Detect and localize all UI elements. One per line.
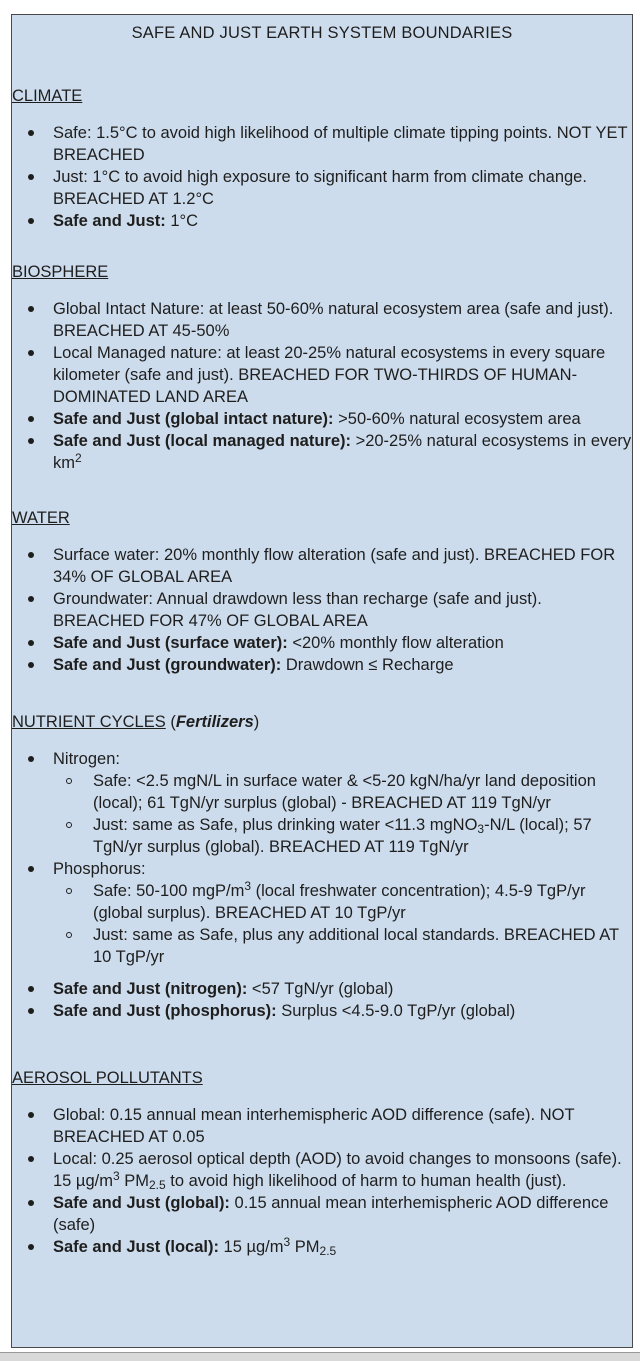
phosphorus-sublist [53,880,632,968]
sj-label: Safe and Just (surface water): [53,634,288,652]
climate-heading [12,86,632,106]
list-item: Global Intact Nature: at least 50-60% natural ecosystem area (safe and just). BREACHED AT 45-50% [12,298,632,342]
boundaries-panel [11,14,633,1348]
list-item: Local Managed nature: at least 20-25% natural ecosystems in every square kilometer (safe and just). BREACHED FOR TWO-THIRDS OF HUMAN-DOMINATED LAND AREA [12,342,632,408]
list-item: Safe and Just (phosphorus): Surplus <4.5-9.0 TgP/yr (global) [12,1000,632,1022]
aerosol-heading-text: AEROSOL POLLUTANTS [12,1069,203,1087]
sj-label: Safe and Just (local managed nature): [53,432,351,450]
nutrients-heading-text: NUTRIENT CYCLES [12,713,166,731]
list-item: Global: 0.15 annual mean interhemispheric AOD difference (safe). NOT BREACHED AT 0.05 [12,1104,632,1148]
biosphere-heading [12,262,632,282]
sj-label: Safe and Just (global intact nature): [53,410,334,428]
list-item: Local: 0.25 aerosol optical depth (AOD) to avoid changes to monsoons (safe). 15 $\mu g/m^3$ $PM_{2.5}$ to avoid high likelihood of harm to human health (just). [12,1148,632,1192]
climate-list [12,122,632,232]
list-item: Groundwater: Annual drawdown less than recharge (safe and just). BREACHED FOR 47% OF GLOBAL AREA [12,588,632,632]
climate-heading-text: CLIMATE [12,87,83,105]
sublist-item: Just: same as Safe, plus drinking water <11.3 mgNO$_3$-N/L (local); 57 TgN/yr surplus (global). BREACHED AT 119 TgN/yr [53,814,632,858]
sj-label: Safe and Just (phosphorus): [53,1002,277,1020]
list-item: Just: 1°C to avoid high exposure to significant harm from climate change. BREACHED AT 1.2°C [12,166,632,210]
sj-label: Safe and Just: [53,212,166,230]
aerosol-heading [12,1068,632,1088]
list-item: Nitrogen: Safe: <2.5 mgN/L in surface water & <5-20 kgN/ha/yr land deposition (local); 61 TgN/yr surplus (global) - BREACHED AT 119 TgN/yr Just: same as Safe, plus drinking water <11.3 mgNO$_3$-N/L (local); 57 TgN/yr surplus (global). BREACHED AT 119 TgN/yr [12,748,632,858]
sj-label: Safe and Just (global): [53,1194,230,1212]
biosphere-list [12,298,632,474]
water-heading-text: WATER [12,509,70,527]
list-item: Surface water: 20% monthly flow alteration (safe and just). BREACHED FOR 34% OF GLOBAL AREA [12,544,632,588]
biosphere-heading-text: BIOSPHERE [12,263,109,281]
sj-label: Safe and Just (groundwater): [53,656,282,674]
water-heading [12,508,632,528]
list-item: Safe and Just (local managed nature): >20-25% natural ecosystems in every $km^2$ [12,430,632,474]
nitrogen-sublist [53,770,632,858]
aerosol-list [12,1104,632,1258]
sublist-item: Safe: <2.5 mgN/L in surface water & <5-20 kgN/ha/yr land deposition (local); 61 TgN/yr surplus (global) - BREACHED AT 119 TgN/yr [53,770,632,814]
list-item: Safe and Just (groundwater): Drawdown ≤ Recharge [12,654,632,676]
sj-label: Safe and Just (local): [53,1238,219,1256]
sublist-item: Just: same as Safe, plus any additional local standards. BREACHED AT 10 TgP/yr [53,924,632,968]
list-item: Safe and Just (global): 0.15 annual mean interhemispheric AOD difference (safe) [12,1192,632,1236]
page-title: SAFE AND JUST EARTH SYSTEM BOUNDARIES [131,24,513,42]
sj-label: Safe and Just (nitrogen): [53,980,248,998]
list-item: Safe and Just: 1°C [12,210,632,232]
list-item: Safe and Just (global intact nature): >50-60% natural ecosystem area [12,408,632,430]
list-item: Safe and Just (nitrogen): <57 TgN/yr (global) [12,978,632,1000]
list-item: Phosphorus: Safe: 50-100 mgP/$m^3$ (local freshwater concentration); 4.5-9 TgP/yr (global surplus). BREACHED AT 10 TgP/yr Just: same as Safe, plus any additional local standards. BREACHED AT 10 TgP/yr [12,858,632,968]
list-item: Safe and Just (surface water): <20% monthly flow alteration [12,632,632,654]
water-list [12,544,632,676]
list-item: Safe: 1.5°C to avoid high likelihood of multiple climate tipping points. NOT YET BREACHED [12,122,632,166]
nutrients-list [12,748,632,1022]
sublist-item: Safe: 50-100 mgP/$m^3$ (local freshwater concentration); 4.5-9 TgP/yr (global surplus). BREACHED AT 10 TgP/yr [53,880,632,924]
nutrients-heading: NUTRIENT CYCLES (Fertilizers) [12,713,260,731]
list-item: Safe and Just (local): 15 $\mu g/m^3$ $PM_{2.5}$ [12,1236,632,1258]
